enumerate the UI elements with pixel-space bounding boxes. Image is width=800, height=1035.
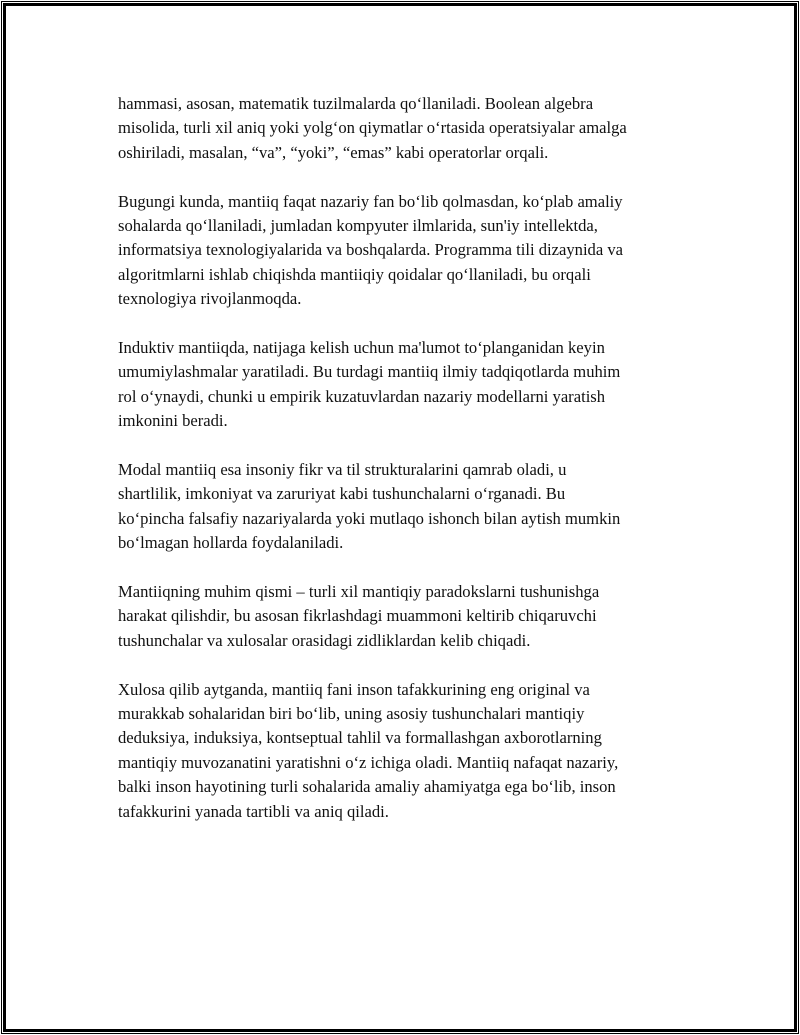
text-line: misolida, turli xil aniq yoki yolg‘on qiymatlar o‘rtasida operatsiyalar amalga bbox=[118, 118, 627, 138]
paragraph-1 bbox=[118, 92, 688, 165]
text-line: sohalarda qo‘llaniladi, jumladan kompyuter ilmlarida, sun'iy intellektda, bbox=[118, 216, 598, 236]
text-line: oshiriladi, masalan, “va”, “yoki”, “emas” kabi operatorlar orqali. bbox=[118, 142, 549, 162]
text-line: tafakkurini yanada tartibli va aniq qiladi. bbox=[118, 801, 389, 821]
text-line: shartlilik, imkoniyat va zaruriyat kabi tushunchalarni o‘rganadi. Bu bbox=[118, 484, 566, 504]
text-line: rol o‘ynaydi, chunki u empirik kuzatuvlardan nazariy modellarni yaratish bbox=[118, 386, 606, 406]
document-body bbox=[118, 92, 688, 849]
text-line: umumiylashmalar yaratiladi. Bu turdagi mantiiq ilmiy tadqiqotlarda muhim bbox=[118, 362, 621, 382]
text-line: Bugungi kunda, mantiiq faqat nazariy fan bo‘lib qolmasdan, ko‘plab amaliy bbox=[118, 191, 623, 211]
text-line: bo‘lmagan hollarda foydalaniladi. bbox=[118, 533, 344, 553]
text-line: harakat qilishdir, bu asosan fikrlashdagi muammoni keltirib chiqaruvchi bbox=[118, 606, 597, 626]
text-line: tushunchalar va xulosalar orasidagi zidliklardan kelib chiqadi. bbox=[118, 630, 531, 650]
paragraph-3 bbox=[118, 336, 688, 434]
text-line: Xulosa qilib aytganda, mantiiq fani inson tafakkurining eng original va bbox=[118, 679, 590, 699]
paragraph-6 bbox=[118, 678, 688, 824]
paragraph-4 bbox=[118, 458, 688, 556]
text-line: informatsiya texnologiyalarida va boshqalarda. Programma tili dizaynida va bbox=[118, 240, 624, 260]
text-line: Induktiv mantiiqda, natijaga kelish uchun ma'lumot to‘planganidan keyin bbox=[118, 338, 605, 358]
text-line: texnologiya rivojlanmoqda. bbox=[118, 289, 302, 309]
text-line: deduksiya, induksiya, kontseptual tahlil va formallashgan axborotlarning bbox=[118, 728, 602, 748]
text-line: Mantiiqning muhim qismi – turli xil mantiqiy paradokslarni tushunishga bbox=[118, 582, 600, 602]
paragraph-5 bbox=[118, 580, 688, 653]
text-line: algoritmlarni ishlab chiqishda mantiiqiy qoidalar qo‘llaniladi, bu orqali bbox=[118, 264, 591, 284]
text-line: mantiqiy muvozanatini yaratishni o‘z ichiga oladi. Mantiiq nafaqat nazariy, bbox=[118, 752, 619, 772]
text-line: ko‘pincha falsafiy nazariyalarda yoki mutlaqo ishonch bilan aytish mumkin bbox=[118, 508, 621, 528]
paragraph-2 bbox=[118, 190, 688, 312]
text-line: Modal mantiiq esa insoniy fikr va til strukturalarini qamrab oladi, u bbox=[118, 460, 567, 480]
text-line: imkonini beradi. bbox=[118, 411, 228, 431]
text-line: hammasi, asosan, matematik tuzilmalarda qo‘llaniladi. Boolean algebra bbox=[118, 94, 594, 113]
text-line: murakkab sohalaridan biri bo‘lib, uning asosiy tushunchalari mantiqiy bbox=[118, 704, 585, 724]
text-line: balki inson hayotining turli sohalarida amaliy ahamiyatga ega bo‘lib, inson bbox=[118, 777, 616, 797]
